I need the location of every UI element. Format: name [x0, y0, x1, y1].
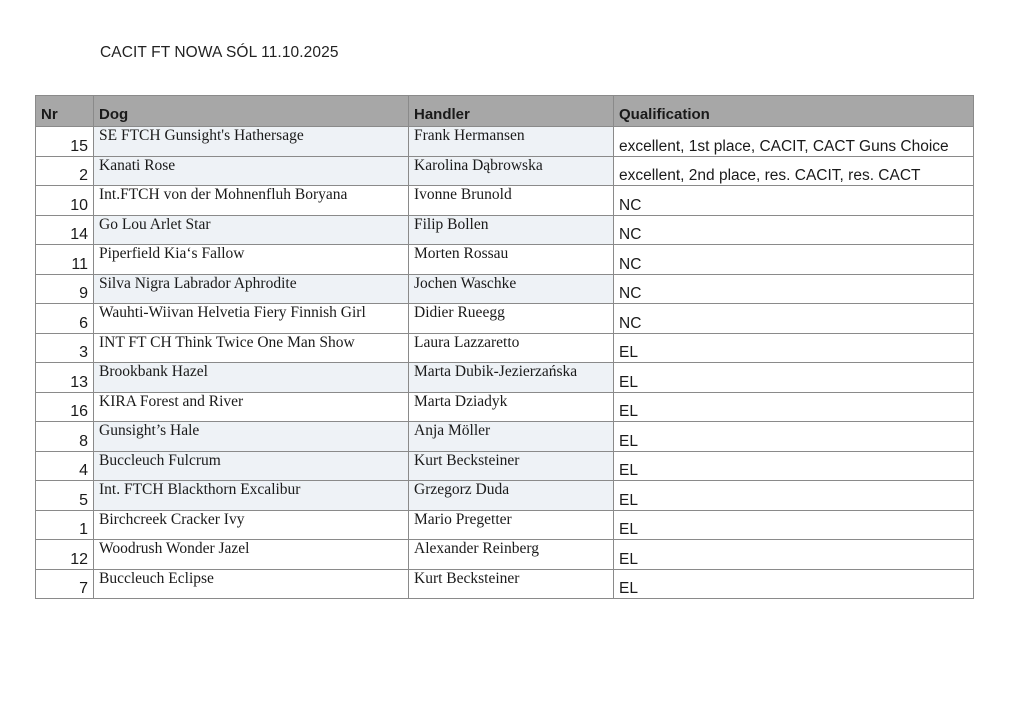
- header-nr: Nr: [36, 96, 94, 127]
- cell-dog: Gunsight’s Hale: [94, 422, 409, 452]
- cell-handler: Ivonne Brunold: [409, 186, 614, 216]
- table-row: [36, 451, 974, 481]
- table-row: [36, 481, 974, 511]
- cell-handler: Kurt Becksteiner: [409, 569, 614, 599]
- cell-qualification: EL: [614, 333, 974, 363]
- cell-qualification: EL: [614, 510, 974, 540]
- cell-qualification: EL: [614, 569, 974, 599]
- cell-dog: INT FT CH Think Twice One Man Show: [94, 333, 409, 363]
- cell-qualification: NC: [614, 215, 974, 245]
- cell-handler: Jochen Waschke: [409, 274, 614, 304]
- table-header-row: [36, 96, 974, 127]
- cell-qualification: EL: [614, 451, 974, 481]
- table-row: [36, 392, 974, 422]
- cell-nr: 2: [36, 156, 94, 186]
- cell-nr: 12: [36, 540, 94, 570]
- header-dog: Dog: [94, 96, 409, 127]
- table-row: [36, 186, 974, 216]
- cell-qualification: EL: [614, 363, 974, 393]
- cell-handler: Mario Pregetter: [409, 510, 614, 540]
- cell-qualification: EL: [614, 540, 974, 570]
- cell-qualification: NC: [614, 274, 974, 304]
- cell-handler: Marta Dziadyk: [409, 392, 614, 422]
- document-title: CACIT FT NOWA SÓL 11.10.2025: [100, 44, 339, 61]
- cell-dog: Wauhti-Wiivan Helvetia Fiery Finnish Girl: [94, 304, 409, 334]
- cell-qualification: EL: [614, 392, 974, 422]
- table-row: [36, 245, 974, 275]
- table-row: [36, 215, 974, 245]
- cell-dog: KIRA Forest and River: [94, 392, 409, 422]
- cell-handler: Frank Hermansen: [409, 127, 614, 157]
- cell-dog: Woodrush Wonder Jazel: [94, 540, 409, 570]
- cell-nr: 6: [36, 304, 94, 334]
- cell-qualification: EL: [614, 422, 974, 452]
- cell-nr: 5: [36, 481, 94, 511]
- table-row: [36, 540, 974, 570]
- cell-handler: Laura Lazzaretto: [409, 333, 614, 363]
- cell-nr: 7: [36, 569, 94, 599]
- cell-dog: Brookbank Hazel: [94, 363, 409, 393]
- cell-dog: Go Lou Arlet Star: [94, 215, 409, 245]
- cell-dog: Buccleuch Eclipse: [94, 569, 409, 599]
- table-row: [36, 304, 974, 334]
- cell-dog: Piperfield Kia‘s Fallow: [94, 245, 409, 275]
- cell-dog: Silva Nigra Labrador Aphrodite: [94, 274, 409, 304]
- cell-qualification: excellent, 1st place, CACIT, CACT Guns Choice: [614, 127, 974, 157]
- cell-handler: Didier Rueegg: [409, 304, 614, 334]
- table-body: [36, 127, 974, 599]
- cell-handler: Morten Rossau: [409, 245, 614, 275]
- table-row: [36, 156, 974, 186]
- results-table: [35, 95, 974, 599]
- table-row: [36, 333, 974, 363]
- cell-qualification: EL: [614, 481, 974, 511]
- cell-qualification: NC: [614, 304, 974, 334]
- table-row: [36, 363, 974, 393]
- cell-qualification: NC: [614, 186, 974, 216]
- cell-dog: Int.FTCH von der Mohnenfluh Boryana: [94, 186, 409, 216]
- cell-nr: 8: [36, 422, 94, 452]
- cell-nr: 9: [36, 274, 94, 304]
- cell-handler: Filip Bollen: [409, 215, 614, 245]
- cell-dog: Birchcreek Cracker Ivy: [94, 510, 409, 540]
- header-handler: Handler: [409, 96, 614, 127]
- table-row: [36, 422, 974, 452]
- cell-nr: 4: [36, 451, 94, 481]
- cell-handler: Anja Möller: [409, 422, 614, 452]
- cell-nr: 10: [36, 186, 94, 216]
- header-qualification: Qualification: [614, 96, 974, 127]
- cell-nr: 1: [36, 510, 94, 540]
- table-row: [36, 510, 974, 540]
- cell-nr: 3: [36, 333, 94, 363]
- table-row: [36, 274, 974, 304]
- cell-nr: 14: [36, 215, 94, 245]
- cell-nr: 13: [36, 363, 94, 393]
- table-row: [36, 569, 974, 599]
- cell-qualification: excellent, 2nd place, res. CACIT, res. CACT: [614, 156, 974, 186]
- cell-handler: Kurt Becksteiner: [409, 451, 614, 481]
- cell-nr: 15: [36, 127, 94, 157]
- cell-dog: SE FTCH Gunsight's Hathersage: [94, 127, 409, 157]
- cell-dog: Buccleuch Fulcrum: [94, 451, 409, 481]
- cell-handler: Karolina Dąbrowska: [409, 156, 614, 186]
- cell-handler: Grzegorz Duda: [409, 481, 614, 511]
- cell-nr: 11: [36, 245, 94, 275]
- cell-handler: Marta Dubik-Jezierzańska: [409, 363, 614, 393]
- cell-handler: Alexander Reinberg: [409, 540, 614, 570]
- cell-dog: Kanati Rose: [94, 156, 409, 186]
- table-row: [36, 127, 974, 157]
- cell-nr: 16: [36, 392, 94, 422]
- cell-dog: Int. FTCH Blackthorn Excalibur: [94, 481, 409, 511]
- cell-qualification: NC: [614, 245, 974, 275]
